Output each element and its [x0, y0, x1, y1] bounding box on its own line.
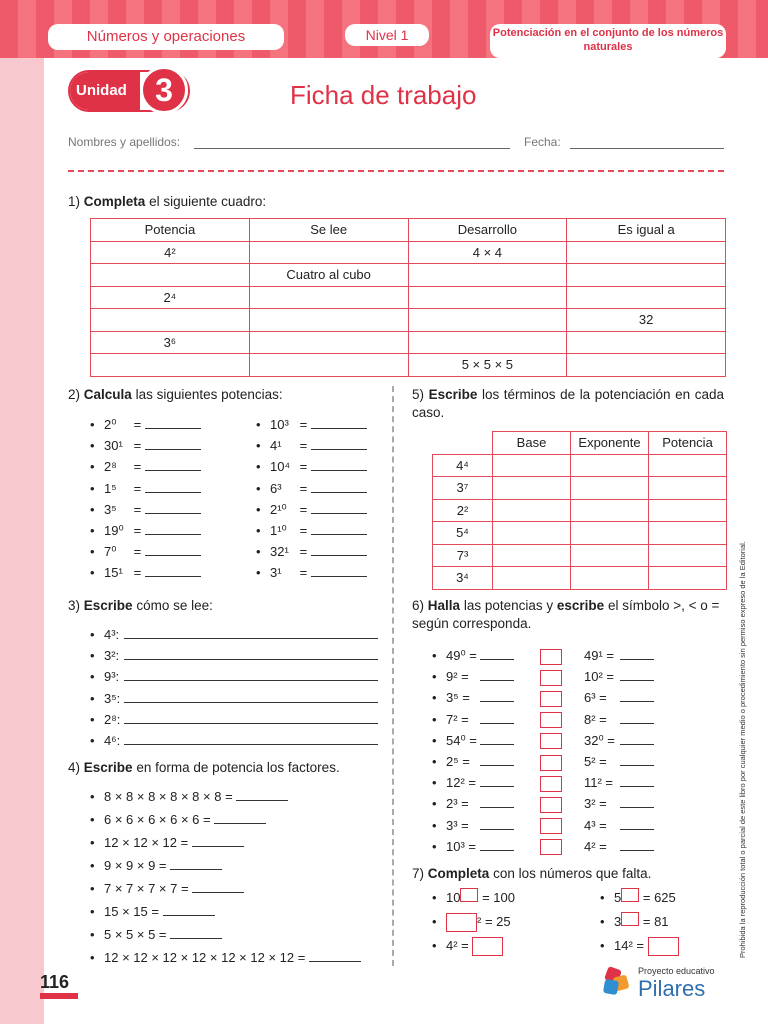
q5-table	[432, 431, 727, 590]
q2-verb: Calcula	[83, 387, 132, 402]
answer-blank[interactable]	[192, 880, 244, 893]
q7-result: = 81	[642, 914, 669, 929]
q4-expr: 9 × 9 × 9 =	[104, 858, 167, 873]
q5-cell[interactable]	[493, 454, 571, 477]
list-item: • 2⁸:	[90, 709, 378, 730]
q3-expr: 2⁸:	[104, 711, 121, 727]
list-item: • 49⁰ = 49¹ =	[432, 645, 654, 666]
q1-cell[interactable]	[249, 241, 408, 264]
q1-cell[interactable]	[91, 309, 250, 332]
answer-blank[interactable]	[309, 949, 361, 962]
q5-header-cell: Potencia	[649, 432, 727, 455]
symbol-box[interactable]	[540, 797, 562, 813]
q6-number: 6)	[412, 598, 425, 613]
q5-verb: Escribe	[428, 387, 478, 402]
q6-left-expr: 3⁵ =	[446, 690, 470, 706]
table-row	[91, 241, 726, 264]
q1-cell[interactable]	[408, 331, 567, 354]
answer-blank[interactable]	[480, 647, 514, 660]
q5-row-label: 7³	[433, 544, 493, 567]
answer-blank[interactable]	[311, 480, 367, 493]
q1-cell[interactable]	[567, 241, 726, 264]
answer-blank[interactable]	[145, 458, 201, 471]
q5-heading	[412, 386, 724, 422]
q6-left-expr: 49⁰ =	[446, 648, 477, 663]
list-item: • 2¹⁰ =	[256, 499, 367, 520]
date-field[interactable]	[570, 135, 724, 149]
list-item: • 3⁵ =	[90, 499, 201, 520]
q4-expr: 5 × 5 × 5 =	[104, 927, 167, 942]
q1-cell[interactable]	[249, 309, 408, 332]
q6-left-expr: 3³ =	[446, 817, 469, 833]
answer-blank[interactable]	[124, 711, 378, 724]
q6-text: el símbolo >, < o = según corresponda.	[412, 598, 720, 631]
q2-expr: 3¹	[270, 565, 282, 581]
q2-expr: 32¹	[270, 544, 289, 560]
q2-expr: 1⁵	[104, 480, 117, 496]
answer-blank[interactable]	[311, 437, 367, 450]
list-item: • 32¹ =	[256, 541, 367, 562]
q7-result: ² = 25	[477, 914, 511, 929]
list-item: • 54⁰ = 32⁰ =	[432, 730, 654, 751]
q1-cell[interactable]	[91, 354, 250, 377]
list-item: • 10³ = 4² =	[432, 836, 654, 857]
answer-blank[interactable]	[480, 753, 514, 766]
list-item: • 12 × 12 × 12 =	[90, 831, 361, 854]
q5-cell[interactable]	[649, 522, 727, 545]
q7-base: 10	[446, 890, 461, 905]
q6-right-expr: 3² =	[584, 796, 607, 812]
list-item: • 10³ =	[256, 414, 367, 435]
symbol-box[interactable]	[540, 670, 562, 686]
q2-expr: 19⁰	[104, 523, 124, 539]
q2-right-list	[256, 414, 367, 584]
q2-text: las siguientes potencias:	[135, 387, 283, 402]
q5-row-label: 4⁴	[433, 454, 493, 477]
list-item: • 15¹ =	[90, 562, 201, 583]
level-tab: Nivel 1	[345, 24, 429, 46]
answer-blank[interactable]	[124, 647, 378, 660]
q6-left-expr: 10³ =	[446, 838, 476, 854]
q2-expr: 7⁰	[104, 544, 117, 560]
list-item: • 10⁴ =	[256, 456, 367, 477]
q6-right-expr: 8² =	[584, 711, 607, 727]
q3-expr: 9³:	[104, 669, 120, 685]
q2-expr: 6³	[270, 480, 282, 496]
list-item: • 2⁵ = 5² =	[432, 751, 654, 772]
q5-cell[interactable]	[571, 477, 649, 500]
q4-text: en forma de potencia los factores.	[136, 760, 340, 775]
answer-box[interactable]	[472, 937, 503, 956]
q7-item-e: • 3 = 81	[600, 914, 669, 929]
answer-blank[interactable]	[480, 795, 514, 808]
q2-expr: 2⁸	[104, 459, 117, 475]
answer-blank[interactable]	[620, 795, 654, 808]
q6-left-expr: 12² =	[446, 775, 476, 791]
q4-verb: Escribe	[83, 760, 133, 775]
q5-cell[interactable]	[649, 567, 727, 590]
q4-expr: 12 × 12 × 12 =	[104, 835, 189, 850]
q1-cell[interactable]: 3⁶	[91, 331, 250, 354]
q1-number: 1)	[68, 194, 81, 209]
table-header-row	[433, 432, 727, 455]
q3-verb: Escribe	[83, 598, 133, 613]
list-item: • 2³ = 3² =	[432, 793, 654, 814]
table-header-row	[91, 219, 726, 242]
list-item: • 9³:	[90, 666, 378, 687]
q6-list	[432, 645, 654, 857]
q1-cell[interactable]	[567, 354, 726, 377]
table-row	[91, 309, 726, 332]
q4-expr: 15 × 15 =	[104, 904, 159, 919]
q6-verb2: escribe	[556, 598, 605, 613]
q1-text: el siguiente cuadro:	[149, 194, 267, 209]
answer-blank[interactable]	[480, 732, 514, 745]
answer-blank[interactable]	[170, 857, 222, 870]
answer-blank[interactable]	[620, 647, 654, 660]
list-item: • 3⁵:	[90, 688, 378, 709]
q5-header-cell: Base	[493, 432, 571, 455]
answer-blank[interactable]	[124, 668, 378, 681]
q1-heading	[68, 193, 266, 211]
answer-blank[interactable]	[170, 926, 222, 939]
q7-item-f: • 14² =	[600, 934, 679, 958]
q1-cell[interactable]	[249, 354, 408, 377]
answer-blank[interactable]	[620, 668, 654, 681]
table-row	[91, 286, 726, 309]
symbol-box[interactable]	[540, 755, 562, 771]
list-item: • 4³:	[90, 624, 378, 645]
answer-blank[interactable]	[145, 480, 201, 493]
answer-blank[interactable]	[124, 732, 378, 745]
q5-cell[interactable]	[493, 544, 571, 567]
q2-expr: 2⁰	[104, 417, 117, 432]
q7-item-d: • 5 = 625	[600, 890, 676, 905]
q3-expr: 4⁶:	[104, 733, 121, 749]
answer-blank[interactable]	[480, 668, 514, 681]
side-band	[0, 0, 44, 1024]
q2-expr: 10⁴	[270, 459, 291, 475]
list-item: • 3¹ =	[256, 562, 367, 583]
q2-expr: 30¹	[104, 438, 123, 454]
column-divider	[392, 386, 394, 966]
date-label: Fecha:	[524, 135, 561, 149]
q5-cell[interactable]	[571, 522, 649, 545]
q3-expr: 3⁵:	[104, 690, 121, 706]
q1-cell[interactable]	[567, 286, 726, 309]
q7-expr: 4² =	[446, 938, 469, 953]
q1-cell[interactable]: 4 × 4	[408, 241, 567, 264]
q4-heading	[68, 759, 340, 777]
q1-cell[interactable]: Cuatro al cubo	[249, 264, 408, 287]
q6-right-expr: 49¹ =	[584, 648, 614, 663]
q1-verb: Completa	[83, 194, 146, 209]
list-item: • 4⁶:	[90, 730, 378, 751]
q6-right-expr: 10² =	[584, 669, 614, 685]
symbol-box[interactable]	[540, 649, 562, 665]
q5-cell[interactable]	[493, 567, 571, 590]
q4-list	[90, 785, 361, 969]
list-item: • 1⁵ =	[90, 478, 201, 499]
legal-notice: Prohibida la reproducción total o parcial de este libro por cualquier medio o procedimiento sin permiso expreso de la Editorial.	[738, 541, 747, 958]
q5-corner	[433, 432, 493, 455]
q6-right-expr: 11² =	[584, 775, 614, 791]
q2-expr: 3⁵	[104, 501, 117, 517]
q1-cell[interactable]	[249, 331, 408, 354]
q5-row-label: 3⁴	[433, 567, 493, 590]
table-row	[91, 354, 726, 377]
q7-item-a: • 10 = 100	[432, 890, 515, 905]
q1-table	[90, 218, 726, 377]
q3-list	[90, 624, 378, 751]
table-row	[91, 264, 726, 287]
q1-cell[interactable]	[249, 286, 408, 309]
q1-header-cell: Potencia	[91, 219, 250, 242]
q5-cell[interactable]	[493, 499, 571, 522]
answer-blank[interactable]	[620, 732, 654, 745]
symbol-box[interactable]	[540, 712, 562, 728]
answer-blank[interactable]	[480, 774, 514, 787]
list-item: • 2⁰ =	[90, 414, 201, 435]
answer-blank[interactable]	[145, 543, 201, 556]
answer-blank[interactable]	[311, 501, 367, 514]
list-item: • 2⁸ =	[90, 456, 201, 477]
list-item: • 5 × 5 × 5 =	[90, 923, 361, 946]
table-row	[433, 567, 727, 590]
answer-blank[interactable]	[311, 458, 367, 471]
answer-blank[interactable]	[145, 501, 201, 514]
q6-mid: las potencias y	[463, 598, 554, 613]
q1-cell[interactable]: 4²	[91, 241, 250, 264]
brand-name: Pilares	[638, 976, 706, 1001]
q6-right-expr: 4³ =	[584, 817, 607, 833]
list-item: • 7² = 8² =	[432, 709, 654, 730]
q3-expr: 3²:	[104, 648, 120, 664]
list-item: • 12² = 11² =	[432, 772, 654, 793]
q7-number: 7)	[412, 866, 425, 881]
q5-cell[interactable]	[571, 454, 649, 477]
answer-box[interactable]	[648, 937, 679, 956]
list-item: • 7⁰ =	[90, 541, 201, 562]
q7-base: 5	[614, 890, 622, 905]
q7-item-b: • ² = 25	[432, 910, 511, 934]
answer-blank[interactable]	[145, 522, 201, 535]
list-item: • 30¹ =	[90, 435, 201, 456]
answer-blank[interactable]	[145, 416, 201, 429]
table-row	[433, 477, 727, 500]
answer-blank[interactable]	[620, 774, 654, 787]
symbol-box[interactable]	[540, 776, 562, 792]
q7-verb: Completa	[427, 866, 490, 881]
q7-item-c: • 4² =	[432, 934, 503, 958]
answer-blank[interactable]	[163, 903, 215, 916]
q2-left-list	[90, 414, 201, 584]
answer-blank[interactable]	[311, 416, 367, 429]
q1-cell[interactable]	[408, 309, 567, 332]
answer-blank[interactable]	[236, 788, 288, 801]
q6-left-expr: 7² =	[446, 711, 469, 727]
list-item: • 3⁵ = 6³ =	[432, 687, 654, 708]
q1-header-cell: Es igual a	[567, 219, 726, 242]
q7-text: con los números que falta.	[493, 866, 652, 881]
list-item: • 6³ =	[256, 478, 367, 499]
q2-number: 2)	[68, 387, 81, 402]
q5-cell[interactable]	[649, 544, 727, 567]
topic-tab: Potenciación en el conjunto de los números naturales	[490, 24, 726, 58]
symbol-box[interactable]	[540, 733, 562, 749]
dashed-divider	[68, 170, 724, 172]
q1-cell[interactable]	[567, 331, 726, 354]
list-item: • 12 × 12 × 12 × 12 × 12 × 12 × 12 =	[90, 946, 361, 969]
q6-heading	[412, 597, 724, 633]
q1-header-cell: Desarrollo	[408, 219, 567, 242]
q2-expr: 4¹	[270, 438, 282, 454]
q6-right-expr: 5² =	[584, 754, 607, 770]
q5-cell[interactable]	[493, 522, 571, 545]
list-item: • 8 × 8 × 8 × 8 × 8 × 8 =	[90, 785, 361, 808]
table-row	[433, 544, 727, 567]
q6-verb1: Halla	[427, 598, 461, 613]
q1-header-cell: Se lee	[249, 219, 408, 242]
answer-blank[interactable]	[480, 711, 514, 724]
unit-number: 3	[140, 66, 188, 114]
q3-expr: 4³:	[104, 627, 120, 642]
q2-heading	[68, 386, 283, 404]
q2-expr: 2¹⁰	[270, 501, 287, 517]
q6-left-expr: 2³ =	[446, 796, 469, 812]
q5-row-label: 3⁷	[433, 477, 493, 500]
q2-expr: 10³	[270, 417, 289, 432]
q5-number: 5)	[412, 387, 425, 402]
q5-cell[interactable]	[649, 477, 727, 500]
q4-expr: 12 × 12 × 12 × 12 × 12 × 12 × 12 =	[104, 950, 306, 965]
q6-right-expr: 6³ =	[584, 690, 607, 706]
q7-result: = 100	[482, 890, 515, 905]
answer-blank[interactable]	[480, 817, 514, 830]
symbol-box[interactable]	[540, 691, 562, 707]
q6-left-expr: 9² =	[446, 669, 469, 685]
q5-cell[interactable]	[571, 567, 649, 590]
list-item: • 3³ = 4³ =	[432, 815, 654, 836]
q4-expr: 7 × 7 × 7 × 7 =	[104, 881, 189, 896]
q3-text: cómo se lee:	[136, 598, 213, 613]
names-label: Nombres y apellidos:	[68, 135, 181, 149]
answer-blank[interactable]	[480, 689, 514, 702]
q5-row-label: 2²	[433, 499, 493, 522]
q5-cell[interactable]	[493, 477, 571, 500]
page-number: 116	[40, 972, 70, 992]
table-row	[433, 522, 727, 545]
table-row	[91, 331, 726, 354]
answer-blank[interactable]	[620, 711, 654, 724]
exponent-box[interactable]	[621, 912, 639, 926]
q5-header-cell: Exponente	[571, 432, 649, 455]
unit-label: Unidad	[70, 72, 140, 110]
names-field[interactable]	[194, 135, 510, 149]
q5-cell[interactable]	[571, 544, 649, 567]
answer-blank[interactable]	[311, 522, 367, 535]
answer-blank[interactable]	[124, 626, 378, 639]
list-item: • 7 × 7 × 7 × 7 =	[90, 877, 361, 900]
page-number-bar	[40, 993, 78, 999]
exponent-box[interactable]	[460, 888, 478, 902]
answer-blank[interactable]	[145, 437, 201, 450]
q6-left-expr: 54⁰ =	[446, 732, 477, 748]
answer-blank[interactable]	[214, 811, 266, 824]
q7-base: 3	[614, 914, 622, 929]
q5-cell[interactable]	[571, 499, 649, 522]
answer-blank[interactable]	[192, 834, 244, 847]
q5-row-label: 5⁴	[433, 522, 493, 545]
table-row	[433, 454, 727, 477]
q4-expr: 6 × 6 × 6 × 6 × 6 =	[104, 812, 211, 827]
list-item: • 9² = 10² =	[432, 666, 654, 687]
q5-cell[interactable]	[649, 454, 727, 477]
q4-number: 4)	[68, 760, 81, 775]
answer-blank[interactable]	[620, 817, 654, 830]
answer-blank[interactable]	[620, 838, 654, 851]
q2-expr: 15¹	[104, 565, 123, 581]
base-box[interactable]	[446, 913, 477, 932]
symbol-box[interactable]	[540, 839, 562, 855]
q4-expr: 8 × 8 × 8 × 8 × 8 × 8 =	[104, 789, 233, 804]
symbol-box[interactable]	[540, 818, 562, 834]
q2-expr: 1¹⁰	[270, 523, 287, 539]
section-tab: Números y operaciones	[48, 24, 284, 50]
exponent-box[interactable]	[621, 888, 639, 902]
q1-cell[interactable]	[408, 286, 567, 309]
q3-heading	[68, 597, 213, 615]
q6-left-expr: 2⁵ =	[446, 754, 470, 770]
answer-blank[interactable]	[620, 753, 654, 766]
answer-blank[interactable]	[124, 690, 378, 703]
list-item: • 6 × 6 × 6 × 6 × 6 =	[90, 808, 361, 831]
list-item: • 19⁰ =	[90, 520, 201, 541]
q1-cell[interactable]: 2⁴	[91, 286, 250, 309]
answer-blank[interactable]	[620, 689, 654, 702]
list-item: • 1¹⁰ =	[256, 520, 367, 541]
q6-right-expr: 4² =	[584, 838, 607, 854]
q1-cell[interactable]	[91, 264, 250, 287]
table-row	[433, 499, 727, 522]
q7-result: = 625	[642, 890, 676, 905]
list-item: • 4¹ =	[256, 435, 367, 456]
answer-blank[interactable]	[145, 564, 201, 577]
q5-text: los términos de la potenciación en cada caso.	[412, 387, 724, 420]
q1-cell[interactable]: 5 × 5 × 5	[408, 354, 567, 377]
q7-heading	[412, 865, 651, 883]
q7-expr: 14² =	[614, 938, 644, 953]
answer-blank[interactable]	[480, 838, 514, 851]
list-item: • 9 × 9 × 9 =	[90, 854, 361, 877]
q6-right-expr: 32⁰ =	[584, 732, 615, 748]
q3-number: 3)	[68, 598, 81, 613]
q1-cell[interactable]	[408, 264, 567, 287]
list-item: • 15 × 15 =	[90, 900, 361, 923]
answer-blank[interactable]	[311, 564, 367, 577]
page-title: Ficha de trabajo	[290, 80, 477, 110]
answer-blank[interactable]	[311, 543, 367, 556]
q1-cell[interactable]: 32	[567, 309, 726, 332]
brand-tagline: Proyecto educativo	[638, 966, 715, 976]
q1-cell[interactable]	[567, 264, 726, 287]
list-item: • 3²:	[90, 645, 378, 666]
q5-cell[interactable]	[649, 499, 727, 522]
pilares-logo-icon	[600, 964, 634, 1000]
